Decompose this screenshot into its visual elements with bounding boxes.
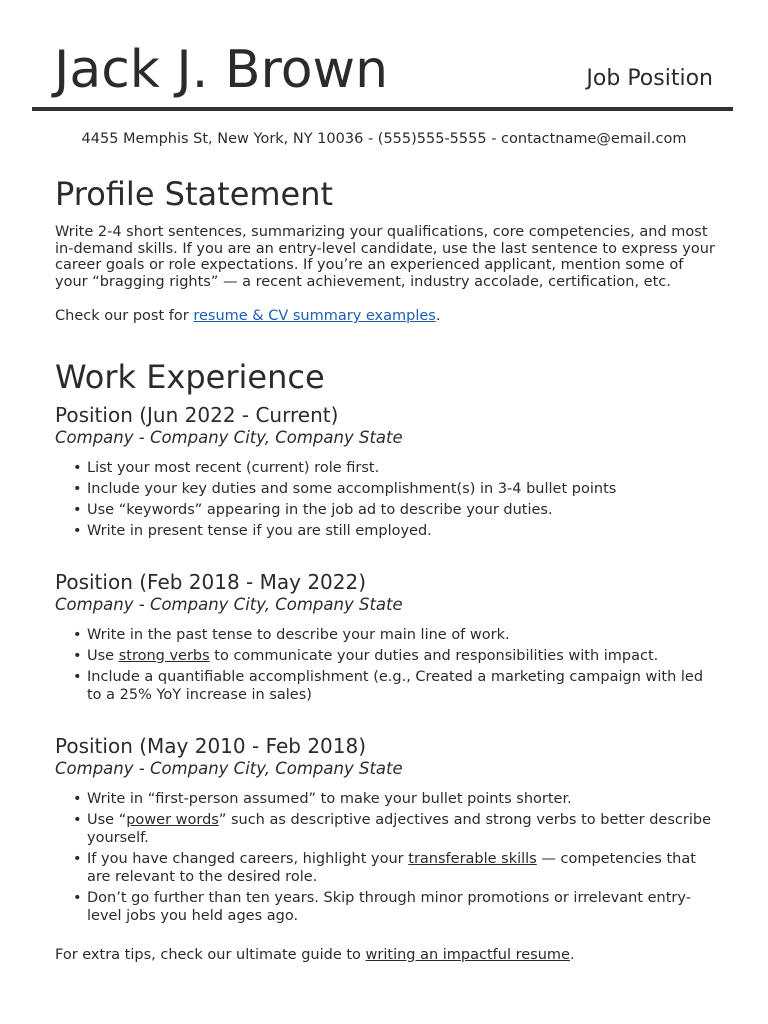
duty-item: • Don’t go further than ten years. Skip through minor promotions or irrelevant entry-level jobs you held ages ago. <box>87 889 715 925</box>
duty-item: • List your most recent (current) role first. <box>87 459 715 477</box>
footer-line <box>55 947 715 964</box>
position-block <box>55 403 715 540</box>
header-divider <box>32 107 733 111</box>
summary-examples-link[interactable]: resume & CV summary examples <box>193 308 436 324</box>
duty-text: — competencies that are relevant to the desired role. <box>87 850 696 885</box>
duty-text: Use “ <box>87 811 127 828</box>
tip-link[interactable]: strong verbs <box>118 647 210 664</box>
positions-list <box>55 403 715 925</box>
footer-prefix: For extra tips, check our ultimate guide to <box>55 946 366 963</box>
position-title: Position (May 2010 - Feb 2018) <box>55 733 367 758</box>
resume-body <box>55 172 715 963</box>
duty-text: Use <box>87 647 119 664</box>
tip-link[interactable]: transferable skills <box>408 850 537 867</box>
impactful-resume-link[interactable]: writing an impactful resume <box>365 946 570 963</box>
footer-suffix: . <box>569 946 575 963</box>
duty-item: • Write in present tense if you are still employed. <box>87 522 715 540</box>
job-position: Job Position <box>586 66 713 91</box>
company-line: Company - Company City, Company State <box>55 427 403 447</box>
contact-line: 4455 Memphis St, New York, NY 10036 - (555)555-5555 - contactname@email.com <box>81 131 687 147</box>
duty-item: • Include a quantifiable accomplishment (e.g., Created a marketing campaign with led to a 25% YoY increase in sales) <box>87 668 715 704</box>
duty-item <box>87 647 715 665</box>
position-title: Position (Feb 2018 - May 2022) <box>55 569 367 594</box>
duty-item: • Include your key duties and some accomplishment(s) in 3-4 bullet points <box>87 480 715 498</box>
summary-examples-suffix: . <box>435 308 441 324</box>
candidate-name: Jack J. Brown <box>54 40 389 100</box>
duty-text: If you have changed careers, highlight your <box>87 850 409 867</box>
resume-header <box>0 0 768 112</box>
tip-link[interactable]: power words <box>126 811 219 828</box>
duty-item: • Write in “first-person assumed” to make your bullet points shorter. <box>87 790 715 808</box>
duty-text: to communicate your duties and responsibilities with impact. <box>209 647 659 664</box>
duty-item: • Use “keywords” appearing in the job ad to describe your duties. <box>87 501 715 519</box>
position-title: Position (Jun 2022 - Current) <box>55 402 339 427</box>
profile-body: Write 2-4 short sentences, summarizing your qualifications, core competencies, and most in-demand skills. If you are an entry-level candidate, use the last sentence to express your career goals or role expectations. If you’re an experienced applicant, mention some of your “bragging rights” — a recent achievement, industry accolade, certification, etc. <box>55 224 715 290</box>
company-line: Company - Company City, Company State <box>55 758 403 778</box>
duty-text: ” such as descriptive adjectives and strong verbs to better describe yourself. <box>87 811 711 846</box>
duty-item: • Write in the past tense to describe your main line of work. <box>87 626 715 644</box>
duty-item <box>87 850 715 886</box>
position-block <box>55 570 715 704</box>
summary-examples-prefix: Check our post for <box>55 308 194 324</box>
duties-list <box>55 626 715 704</box>
work-experience-heading: Work Experience <box>55 357 325 396</box>
duties-list <box>55 790 715 925</box>
duties-list <box>55 459 715 540</box>
company-line: Company - Company City, Company State <box>55 594 403 614</box>
profile-heading: Profile Statement <box>55 175 334 213</box>
summary-examples-line <box>55 308 715 325</box>
position-block <box>55 734 715 925</box>
duty-item <box>87 811 715 847</box>
